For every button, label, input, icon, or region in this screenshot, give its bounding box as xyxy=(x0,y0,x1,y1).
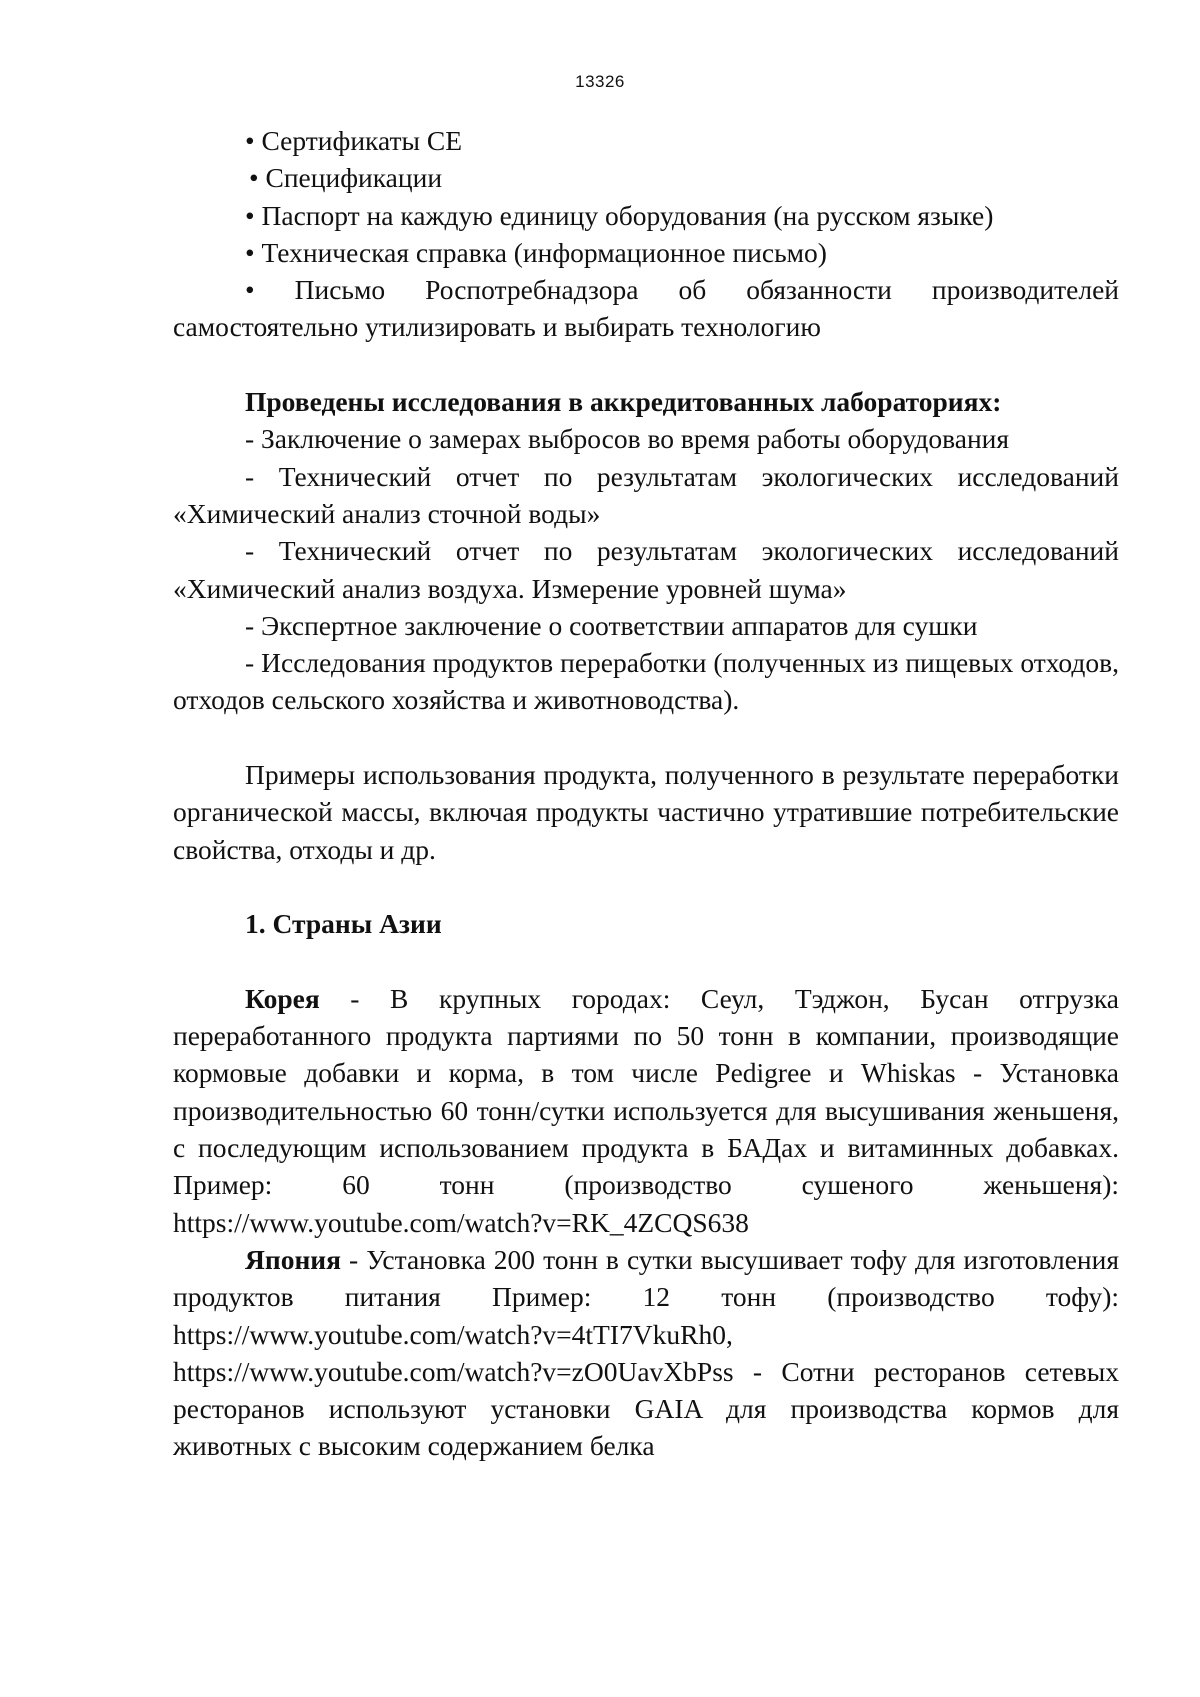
lab-item-expert-conclusion: - Экспертное заключение о соответствии аппаратов для сушки xyxy=(245,609,978,641)
bullet-certificates: • Сертификаты СЕ xyxy=(245,125,462,156)
country-paragraph-japan xyxy=(173,1241,1119,1353)
spacer xyxy=(173,868,1119,905)
country-name-korea: Корея xyxy=(245,982,320,1014)
lab-item-product-research: - Исследования продуктов переработки (полученных из пищевых отходов, отходов сельского хозяйства и животноводства). xyxy=(173,647,1119,716)
country-paragraph-korea xyxy=(173,980,1119,1241)
page-number: 13326 xyxy=(575,72,625,91)
country-name-japan: Япония xyxy=(245,1243,342,1275)
spacer xyxy=(173,943,1119,980)
lab-research-heading: Проведены исследования в аккредитованных лабораториях: xyxy=(245,386,1002,418)
lab-item-wastewater: - Технический отчет по результатам экологических исследований «Химический анализ сточной воды» xyxy=(173,460,1119,529)
lab-item-air-noise: - Технический отчет по результатам экологических исследований «Химический анализ воздуха. Измерение уровней шума» xyxy=(173,535,1119,604)
section-heading-asia: 1. Страны Азии xyxy=(245,908,442,940)
country-text-korea: - В крупных городах: Сеул, Тэджон, Бусан отгрузка переработанного продукта партиями по 50 тонн в компании, производящие кормовые добавки и корма, в том числе Pedigree и Whiskas - Установка производительностью 60 тонн/сутки используется для высушивания женьшеня, с последующим использованием продукта в БАДах и витаминных добавках. Пример: 60 тонн (производство сушеного женьшеня): https://www.youtube.com/watch?v=RK_4ZCQS638 xyxy=(173,982,1119,1238)
spacer xyxy=(173,719,1119,756)
bullet-rospotrebnadzor-letter: • Письмо Роспотребнадзора об обязанности производителей самостоятельно утилизировать и выбирать технологию xyxy=(173,274,1119,343)
spacer xyxy=(173,346,1119,383)
bullet-specifications: • Спецификации xyxy=(249,162,443,194)
japan-continuation: https://www.youtube.com/watch?v=zO0UavXbPss - Сотни ресторанов сетевых ресторанов используют установки GAIA для производства кормов для животных с высоким содержанием белка xyxy=(173,1355,1119,1462)
examples-intro: Примеры использования продукта, полученного в результате переработки органической массы, включая продукты частично утратившие потребительские свойства, отходы и др. xyxy=(173,759,1119,865)
lab-item-emissions: - Заключение о замерах выбросов во время работы оборудования xyxy=(245,423,1010,455)
bullet-technical-reference: • Техническая справка (информационное письмо) xyxy=(245,236,827,268)
bullet-passport: • Паспорт на каждую единицу оборудования (на русском языке) xyxy=(245,199,994,231)
document-body xyxy=(173,122,1119,1465)
country-text-japan: - Установка 200 тонн в сутки высушивает тофу для изготовления продуктов питания Пример: 12 тонн (производство тофу): https://www.youtube.com/watch?v=4tTI7VkuRh0, xyxy=(173,1243,1119,1350)
